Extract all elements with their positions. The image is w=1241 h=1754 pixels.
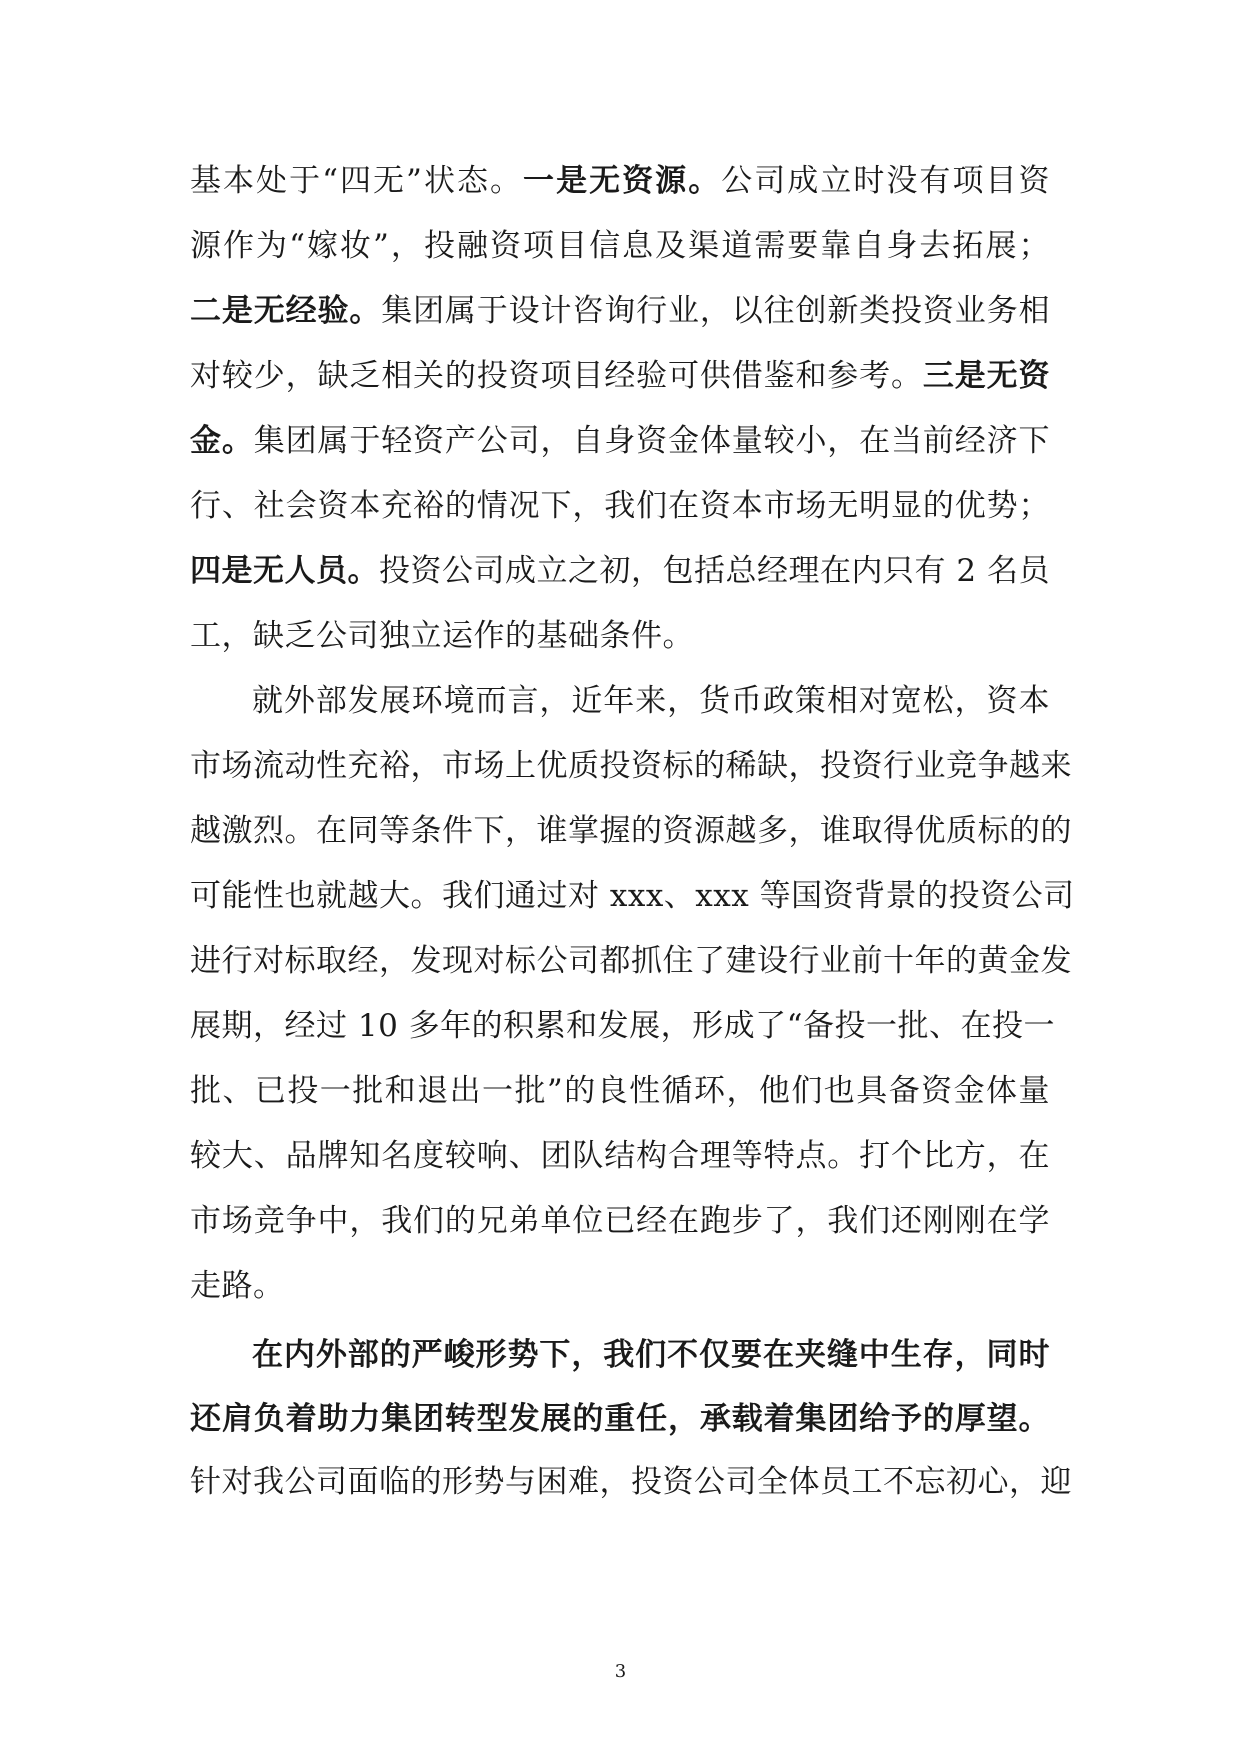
text-run: 展期，经过 10 多年的积累和发展，形成了“备投一批、在投一 [190, 1008, 1055, 1044]
text-line [190, 1134, 1050, 1178]
text-run: 源作为“嫁妆”，投融资项目信息及渠道需要靠自身去拓展； [190, 228, 1050, 264]
text-run: 公司成立时没有项目资 [721, 163, 1051, 199]
text-run: 基本处于“四无”状态。 [190, 163, 524, 199]
text-run: 走路。 [190, 1268, 285, 1304]
text-run: 市场竞争中，我们的兄弟单位已经在跑步了，我们还刚刚在学 [190, 1203, 1050, 1239]
text-line [190, 939, 1072, 983]
bold-text-run: 一是无资源。 [523, 163, 722, 199]
bold-text-run: 四是无人员。 [190, 553, 380, 589]
bold-text-run: 金。 [190, 423, 254, 459]
text-run: 就外部发展环境而言，近年来，货币政策相对宽松，资本 [252, 683, 1050, 719]
text-line [190, 159, 1050, 203]
text-run: 集团属于轻资产公司，自身资金体量较小，在当前经济下 [253, 423, 1051, 459]
text-line [190, 419, 1050, 463]
text-line [190, 289, 1050, 333]
text-line [190, 809, 1072, 853]
text-run: 集团属于设计咨询行业，以往创新类投资业务相 [381, 293, 1051, 329]
bold-text-run: 还肩负着助力集团转型发展的重任，承载着集团给予的厚望。 [190, 1401, 1050, 1437]
page-number: 3 [614, 1661, 627, 1682]
text-line [190, 549, 1050, 593]
text-line [190, 484, 1050, 528]
text-run: 对较少，缺乏相关的投资项目经验可供借鉴和参考。 [190, 358, 923, 394]
text-line [190, 614, 1050, 658]
text-line [190, 1460, 1072, 1504]
text-run: 行、社会资本充裕的情况下，我们在资本市场无明显的优势； [190, 488, 1050, 524]
text-line [190, 1069, 1050, 1113]
text-run: 投资公司成立之初，包括总经理在内只有 2 名员 [379, 553, 1050, 589]
text-line [252, 1333, 1050, 1377]
text-run: 较大、品牌知名度较响、团队结构合理等特点。打个比方，在 [190, 1138, 1050, 1174]
text-line [190, 1264, 1050, 1308]
text-run: 市场流动性充裕，市场上优质投资标的稀缺，投资行业竞争越来 [190, 748, 1072, 784]
bold-text-run: 二是无经验。 [190, 293, 382, 329]
text-line [190, 874, 1075, 918]
text-line [190, 224, 1050, 268]
text-run: 越激烈。在同等条件下，谁掌握的资源越多，谁取得优质标的的 [190, 813, 1072, 849]
text-run: 批、已投一批和退出一批”的良性循环，他们也具备资金体量 [190, 1073, 1050, 1109]
text-line [190, 1397, 1050, 1441]
bold-text-run: 三是无资 [922, 358, 1051, 394]
text-run: 进行对标取经，发现对标公司都抓住了建设行业前十年的黄金发 [190, 943, 1072, 979]
text-line [190, 744, 1072, 788]
text-run: 可能性也就越大。我们通过对 xxx、xxx 等国资背景的投资公司 [190, 878, 1075, 914]
text-line [190, 1199, 1050, 1243]
bold-text-run: 在内外部的严峻形势下，我们不仅要在夹缝中生存，同时 [252, 1337, 1050, 1373]
text-line [252, 679, 1050, 723]
text-run: 工，缺乏公司独立运作的基础条件。 [190, 618, 694, 654]
text-run: 针对我公司面临的形势与困难，投资公司全体员工不忘初心，迎 [190, 1464, 1072, 1500]
text-line [190, 1004, 1055, 1048]
text-line [190, 354, 1050, 398]
